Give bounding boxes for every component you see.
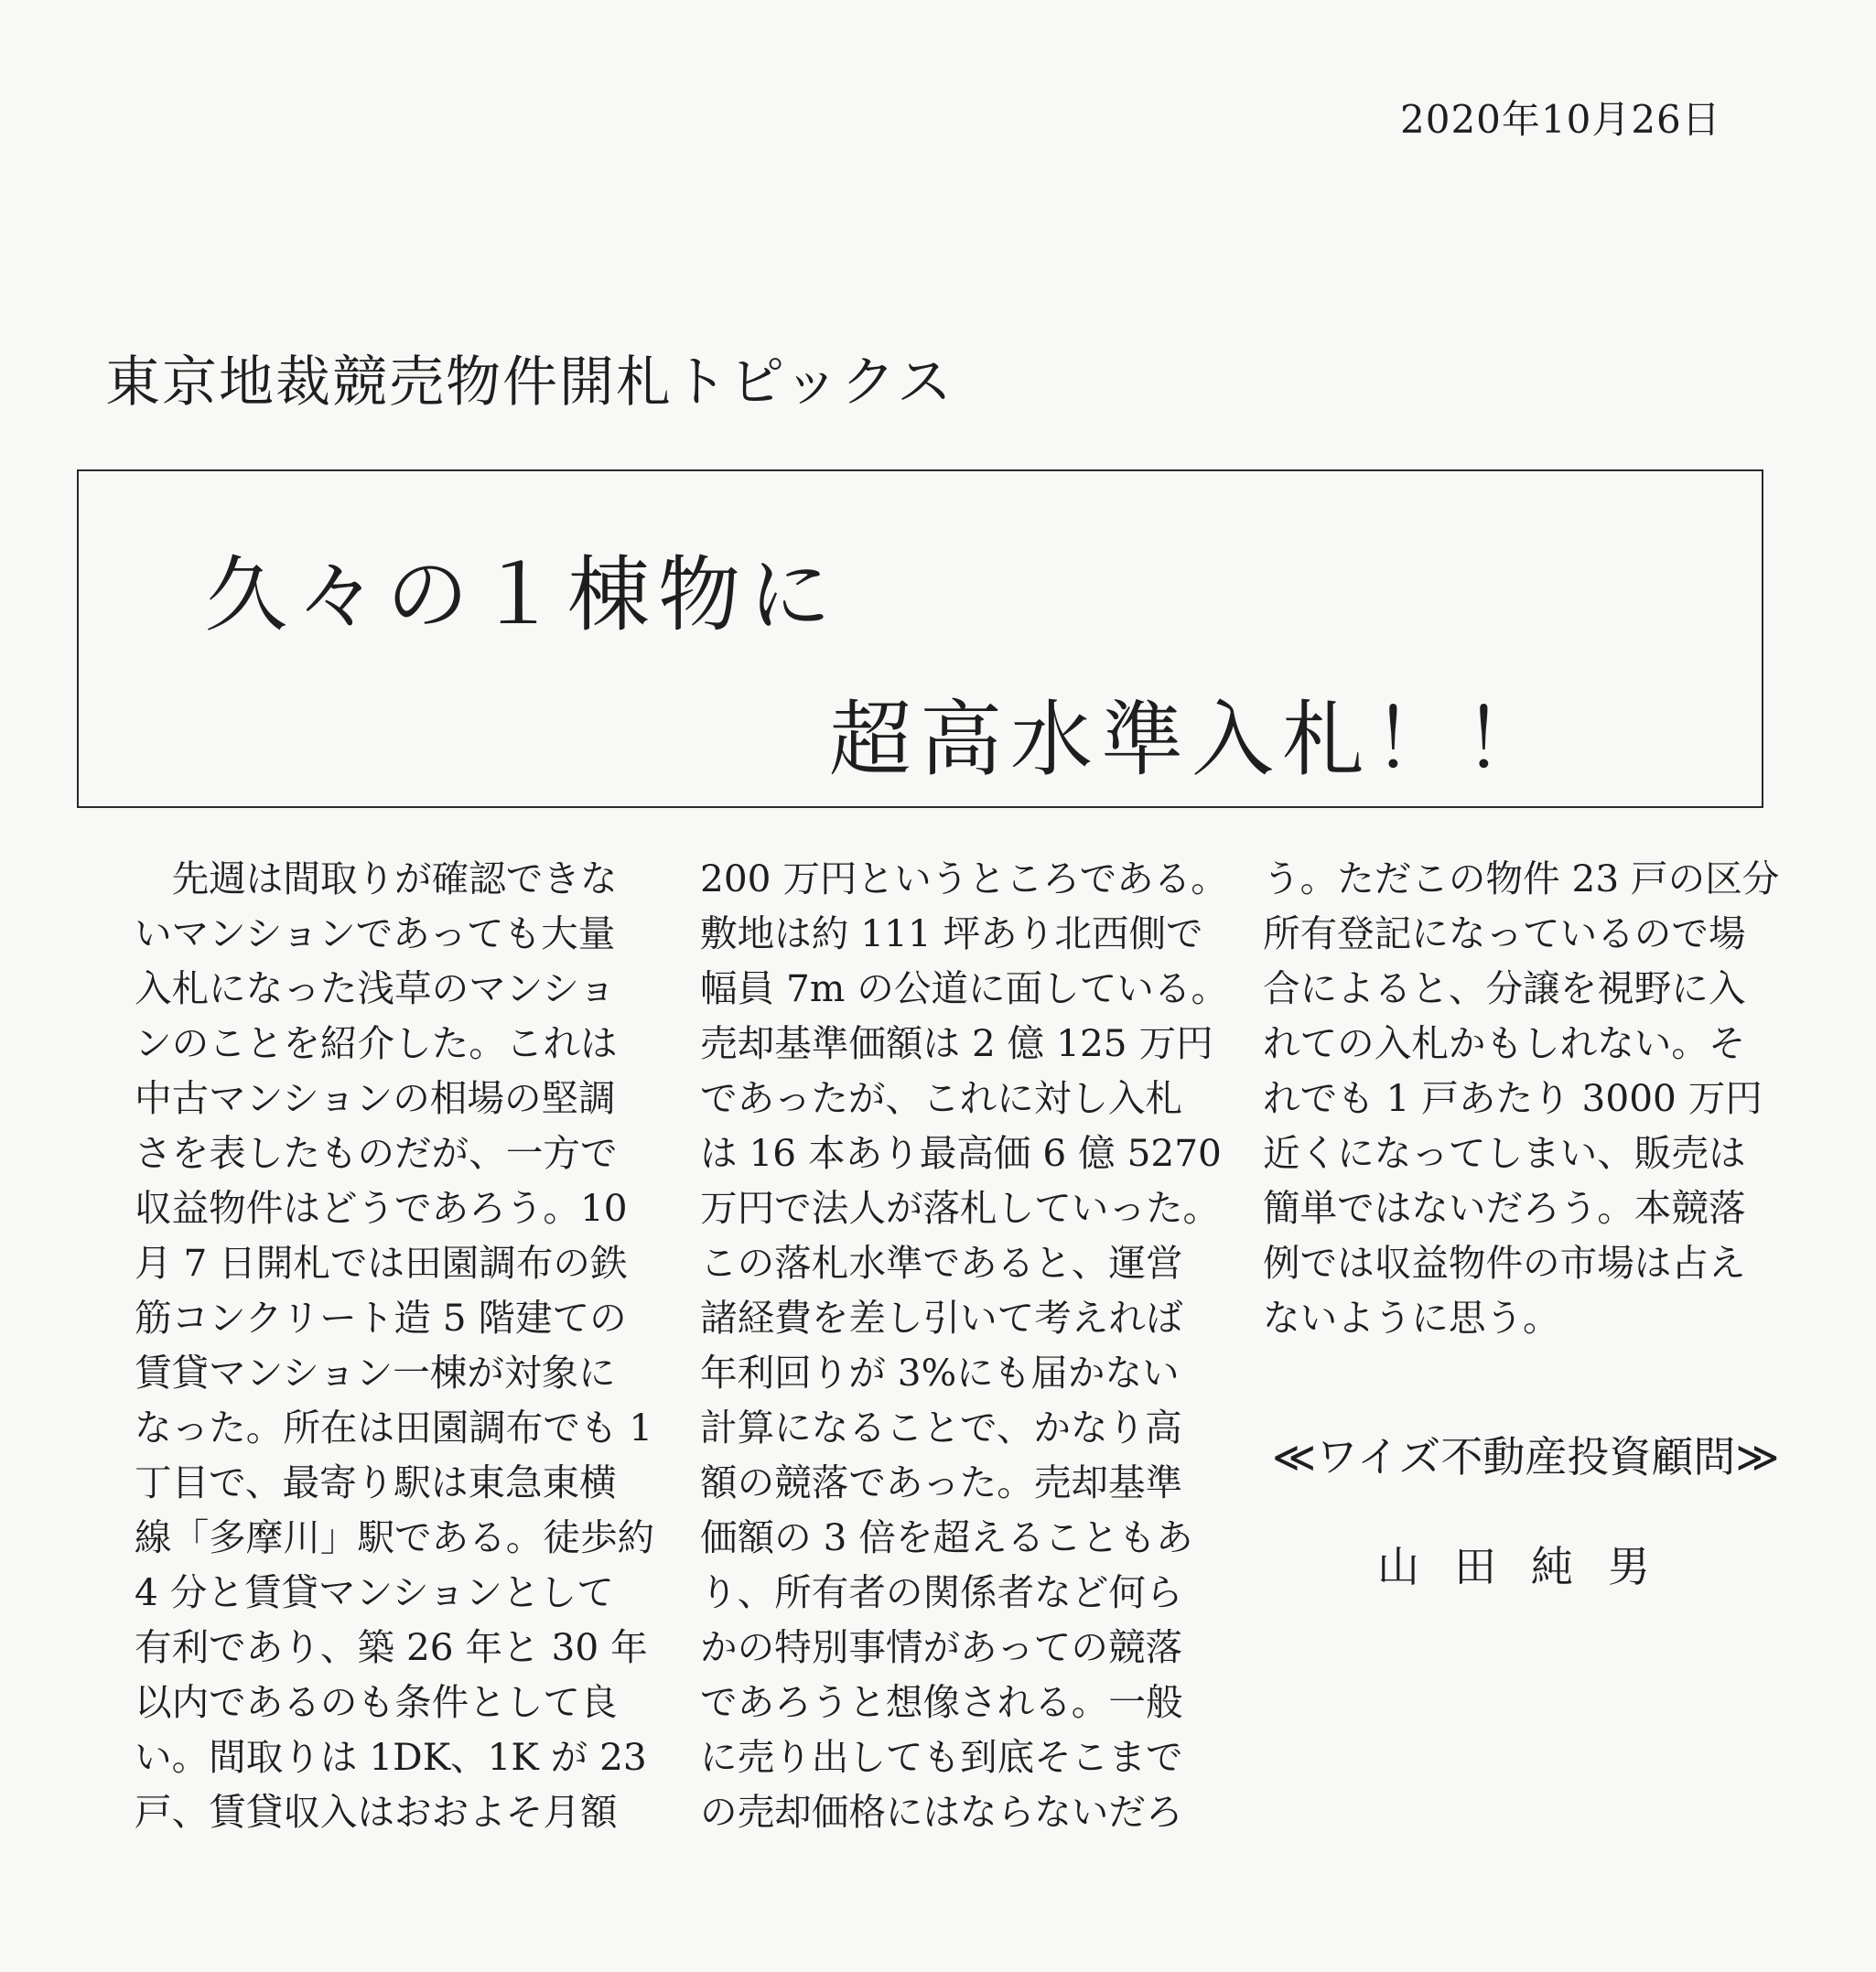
body-line: れでも 1 戸あたり 3000 万円: [1263, 1076, 1763, 1120]
body-line: に売り出しても到底そこまで: [700, 1735, 1183, 1779]
body-line: 年利回りが 3%にも届かない: [700, 1351, 1180, 1395]
body-line: り、所有者の関係者など何ら: [700, 1570, 1183, 1614]
body-line: い。間取りは 1DK、1K が 23: [135, 1735, 647, 1779]
body-line: 売却基準価額は 2 億 125 万円: [700, 1021, 1213, 1065]
body-line: 筋コンクリート造 5 階建ての: [135, 1296, 627, 1340]
body-line: 200 万円というところである。: [700, 857, 1228, 900]
body-line: 額の競落であった。売却基準: [700, 1460, 1183, 1504]
body-line: 計算になることで、かなり高: [700, 1406, 1182, 1449]
body-line: れての入札かもしれない。そ: [1263, 1021, 1746, 1065]
body-line: 敷地は約 111 坪あり北西側で: [700, 911, 1203, 955]
body-line: 所有登記になっているので場: [1263, 911, 1746, 955]
body-line: 近くになってしまい、販売は: [1263, 1131, 1746, 1175]
body-line: であったが、これに対し入札: [700, 1076, 1183, 1120]
body-line: 線「多摩川」駅である。徒歩約: [135, 1515, 655, 1559]
headline-line-1: 久々の１棟物に: [205, 547, 839, 643]
body-line: 4 分と賃貸マンションとして: [135, 1570, 614, 1614]
body-line: 合によると、分譲を視野に入: [1263, 966, 1746, 1010]
body-line: 例では収益物件の市場は占え: [1263, 1241, 1746, 1285]
body-line: う。ただこの物件 23 戸の区分: [1263, 857, 1780, 900]
headline-line-2: 超高水準入札！！: [829, 692, 1554, 788]
body-line: 有利であり、築 26 年と 30 年: [135, 1625, 648, 1669]
body-line: は 16 本あり最高価 6 億 5270: [700, 1131, 1222, 1175]
article-column-3: [1263, 851, 1779, 1345]
series-title: 東京地裁競売物件開札トピックス: [105, 350, 954, 415]
body-line: 入札になった浅草のマンショ: [135, 966, 616, 1010]
body-line: 幅員 7m の公道に面している。: [700, 966, 1229, 1010]
body-line: かの特別事情があっての競落: [700, 1625, 1183, 1669]
body-line: ないように思う。: [1263, 1296, 1560, 1340]
body-line: ンのことを紹介した。これは: [135, 1021, 618, 1065]
body-line: この落札水準であると、運営: [700, 1241, 1183, 1285]
author-organization: ≪ワイズ不動産投資顧問≫: [1272, 1432, 1780, 1482]
article-date: 2020年10月26日: [1400, 97, 1721, 142]
author-name: 山田純男: [1377, 1542, 1685, 1591]
body-line: 月 7 日開札では田園調布の鉄: [135, 1241, 628, 1285]
body-line: いマンションであっても大量: [135, 911, 616, 955]
body-line: 諸経費を差し引いて考えれば: [700, 1296, 1183, 1340]
body-line: の売却価格にはならないだろ: [700, 1790, 1183, 1834]
article-column-2: [700, 851, 1228, 1839]
body-line: 簡単ではないだろう。本競落: [1263, 1186, 1746, 1230]
body-line: 中古マンションの相場の堅調: [135, 1076, 616, 1120]
body-line: さを表したものだが、一方で: [135, 1131, 618, 1175]
body-line: 賃貸マンション一棟が対象に: [135, 1351, 616, 1395]
body-line: 戸、賃貸収入はおおよそ月額: [135, 1790, 618, 1834]
article-column-1: [135, 851, 654, 1839]
body-line: なった。所在は田園調布でも 1: [135, 1406, 653, 1449]
body-line: 先週は間取りが確認できな: [135, 857, 618, 900]
headline-box: [77, 469, 1763, 808]
body-line: であろうと想像される。一般: [700, 1680, 1183, 1724]
body-line: 以内であるのも条件として良: [135, 1680, 618, 1724]
body-line: 丁目で、最寄り駅は東急東横: [135, 1460, 617, 1504]
body-line: 万円で法人が落札していった。: [700, 1186, 1221, 1230]
body-line: 収益物件はどうであろう。10: [135, 1186, 628, 1230]
body-line: 価額の 3 倍を超えることもあ: [700, 1515, 1193, 1559]
